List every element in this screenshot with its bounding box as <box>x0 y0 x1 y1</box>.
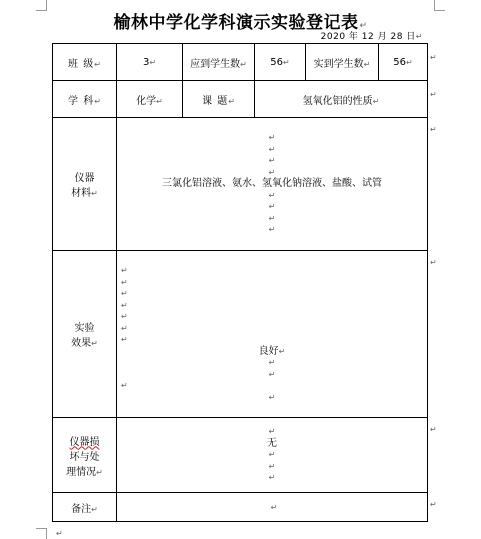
actual-students-label-cell[interactable]: 实到学生数↵ <box>306 44 379 81</box>
expected-students-value-cell[interactable]: 56↵ <box>255 44 306 81</box>
row-end-mark-icon: ↵ <box>430 425 437 434</box>
equipment-text: 三氯化铝溶液、氨水、氢氧化钠溶液、盐酸、试管 <box>162 178 382 190</box>
effect-text: 良好↵ <box>258 345 286 357</box>
class-value-cell[interactable]: 3↵ <box>117 44 183 81</box>
damage-text: 无 <box>267 437 277 449</box>
subject-label-cell[interactable]: 学 科↵ <box>53 81 117 118</box>
topic-value-cell[interactable]: 氢氧化铝的性质↵ <box>255 81 428 118</box>
damage-value-cell[interactable]: ↵ 无 ↵ ↵ ↵ <box>117 418 428 493</box>
title-text: 榆林中学化学科演示实验登记表 <box>113 13 359 33</box>
row-end-mark-icon: ↵ <box>430 53 437 62</box>
note-row <box>53 493 428 522</box>
subject-row <box>53 81 428 118</box>
effect-label-cell[interactable]: 实验 效果↵ <box>53 251 117 418</box>
row-end-mark-icon: ↵ <box>430 500 437 509</box>
record-table <box>52 43 428 522</box>
row-end-mark-icon: ↵ <box>430 258 437 267</box>
row-end-mark-icon: ↵ <box>430 90 437 99</box>
expected-students-label-cell[interactable]: 应到学生数↵ <box>183 44 255 81</box>
date-text: 2020 年 12 月 28 日 <box>320 32 416 42</box>
paragraph-mark-icon: ↵ <box>56 529 63 538</box>
subject-value-cell[interactable]: 化学↵ <box>117 81 183 118</box>
equipment-row <box>53 118 428 251</box>
note-label-cell[interactable]: 备注↵ <box>53 493 117 522</box>
paragraph-mark-icon: ↵ <box>415 32 423 41</box>
record-date[interactable] <box>321 29 423 42</box>
topic-label-cell[interactable]: 课 题↵ <box>183 81 255 118</box>
equipment-label-cell[interactable]: 仪器 材料↵ <box>53 118 117 251</box>
class-label-cell[interactable]: 班 级↵ <box>53 44 117 81</box>
damage-row <box>53 418 428 493</box>
paragraph-mark-icon: ↵ <box>359 21 368 31</box>
class-row <box>53 44 428 81</box>
crop-mark-bottom-left <box>36 528 47 539</box>
row-end-mark-icon: ↵ <box>430 125 437 134</box>
actual-students-value-cell[interactable]: 56↵ <box>379 44 428 81</box>
damage-label-cell[interactable]: 仪器损 坏与处 理情况↵ <box>53 418 117 493</box>
equipment-value-cell[interactable]: ↵ ↵ ↵ ↵ 三氯化铝溶液、氨水、氢氧化钠溶液、盐酸、试管 ↵ ↵ ↵ ↵ <box>117 118 428 251</box>
note-value-cell[interactable]: ↵ <box>117 493 428 522</box>
effect-value-cell[interactable]: ↵ ↵ ↵ ↵ ↵ ↵ ↵ 良好↵ ↵ ↵ ↵ ↵ <box>117 251 428 418</box>
effect-row <box>53 251 428 418</box>
